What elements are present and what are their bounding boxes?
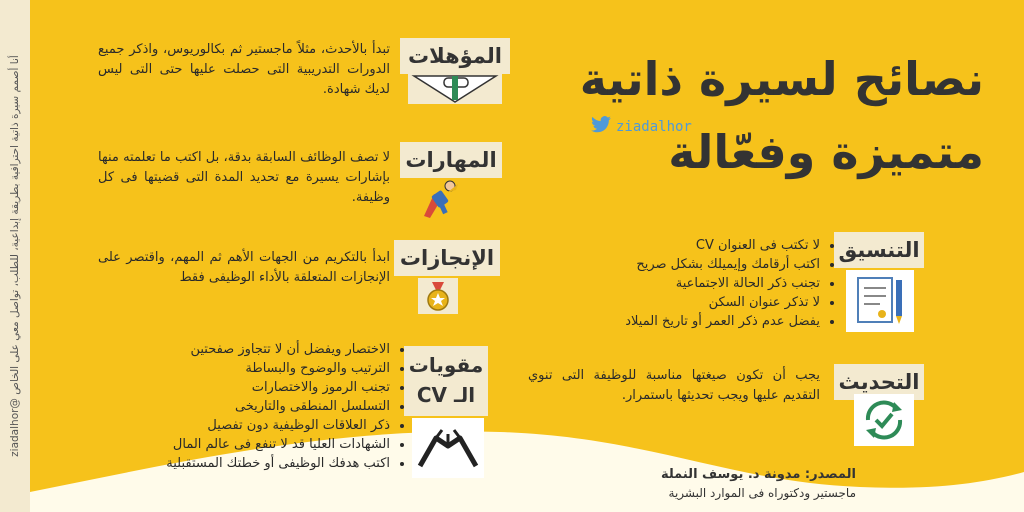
source-line2: ماجستير ودكتوراه فى الموارد البشرية	[668, 486, 856, 500]
section-title-achievements: الإنجازات	[394, 240, 500, 276]
section-title-qualifications: المؤهلات	[400, 38, 510, 74]
section-title-skills: المهارات	[400, 142, 502, 178]
list-item: • الترتيب والوضوح والبساطة	[120, 359, 390, 378]
page-title-line1: نصائح لسيرة ذاتية	[579, 52, 984, 106]
list-item: • التسلسل المنطقى والتاريخى	[120, 397, 390, 416]
handshake-icon	[412, 418, 484, 478]
twitter-handle[interactable]	[590, 116, 692, 138]
twitter-bird-icon	[590, 116, 612, 138]
qualifications-text: تبدأ بالأحدث، مثلاً ماجستير ثم بكالوريوس، واذكر جميع الدورات التدريبية التى حصلت عليها حتى التى ليس لديك شهادة.	[98, 42, 390, 97]
formatting-list	[540, 236, 838, 331]
list-item: • يفضل عدم ذكر العمر أو تاريخ الميلاد	[540, 312, 820, 331]
cv-boosters-title-line1: مقويات	[408, 353, 484, 377]
source-line1: المصدر: مدونة د. يوسف النملة	[660, 467, 856, 482]
list-item: • الشهادات العليا قد لا تنفع فى عالم المال	[120, 435, 390, 454]
source-credit	[556, 466, 856, 502]
side-promo-text: أنا أصمم سيرة ذاتية احترافية بطريقة إبداعية، للطلب، تواصل معي على الخاص @ziadalhor	[9, 55, 21, 457]
list-item: • تجنب ذكر الحالة الاجتماعية	[540, 274, 820, 293]
list-item: • تجنب الرموز والاختصارات	[120, 378, 390, 397]
list-item: • اكتب هدفك الوظيفى أو خطتك المستقبلية	[120, 454, 390, 473]
list-item: • ذكر العلاقات الوظيفية دون تفصيل	[120, 416, 390, 435]
section-title-formatting: التنسيق	[834, 232, 924, 268]
twitter-handle-text: ziadalhor	[616, 119, 692, 135]
section-title-cv-boosters	[404, 346, 488, 416]
skills-text: لا تصف الوظائف السابقة بدقة، بل اكتب ما تعلمته منها بإشارات يسيرة مع تحديد المدة التى قضيتها فى كل وظيفة.	[98, 150, 390, 205]
cv-boosters-list	[120, 340, 408, 473]
cv-boosters-title-line2: الـ CV	[416, 383, 476, 407]
list-item: • لا تكتب فى العنوان CV	[540, 236, 820, 255]
refresh-check-icon	[854, 394, 914, 446]
medal-icon	[418, 278, 458, 314]
superhero-icon	[420, 180, 460, 218]
list-item: • الاختصار ويفضل أن لا تتجاوز صفحتين	[120, 340, 390, 359]
document-pen-icon	[846, 270, 914, 332]
list-item: • اكتب أرقامك وإيميلك بشكل صريح	[540, 255, 820, 274]
section-title-updating: التحديث	[834, 364, 924, 400]
list-item: • لا تذكر عنوان السكن	[540, 293, 820, 312]
diploma-scroll-icon	[408, 72, 502, 104]
page-title-line2: متميزة وفعّالة	[668, 125, 984, 179]
updating-text: يجب أن تكون صيغتها مناسبة للوظيفة التى تنوي التقديم عليها ويجب تحديثها باستمرار.	[528, 368, 820, 403]
achievements-text: ابدأ بالتكريم من الجهات الأهم ثم المهم، واقتصر على الإنجازات المتعلقة بالأداء الوظيفى فقط	[98, 250, 390, 285]
